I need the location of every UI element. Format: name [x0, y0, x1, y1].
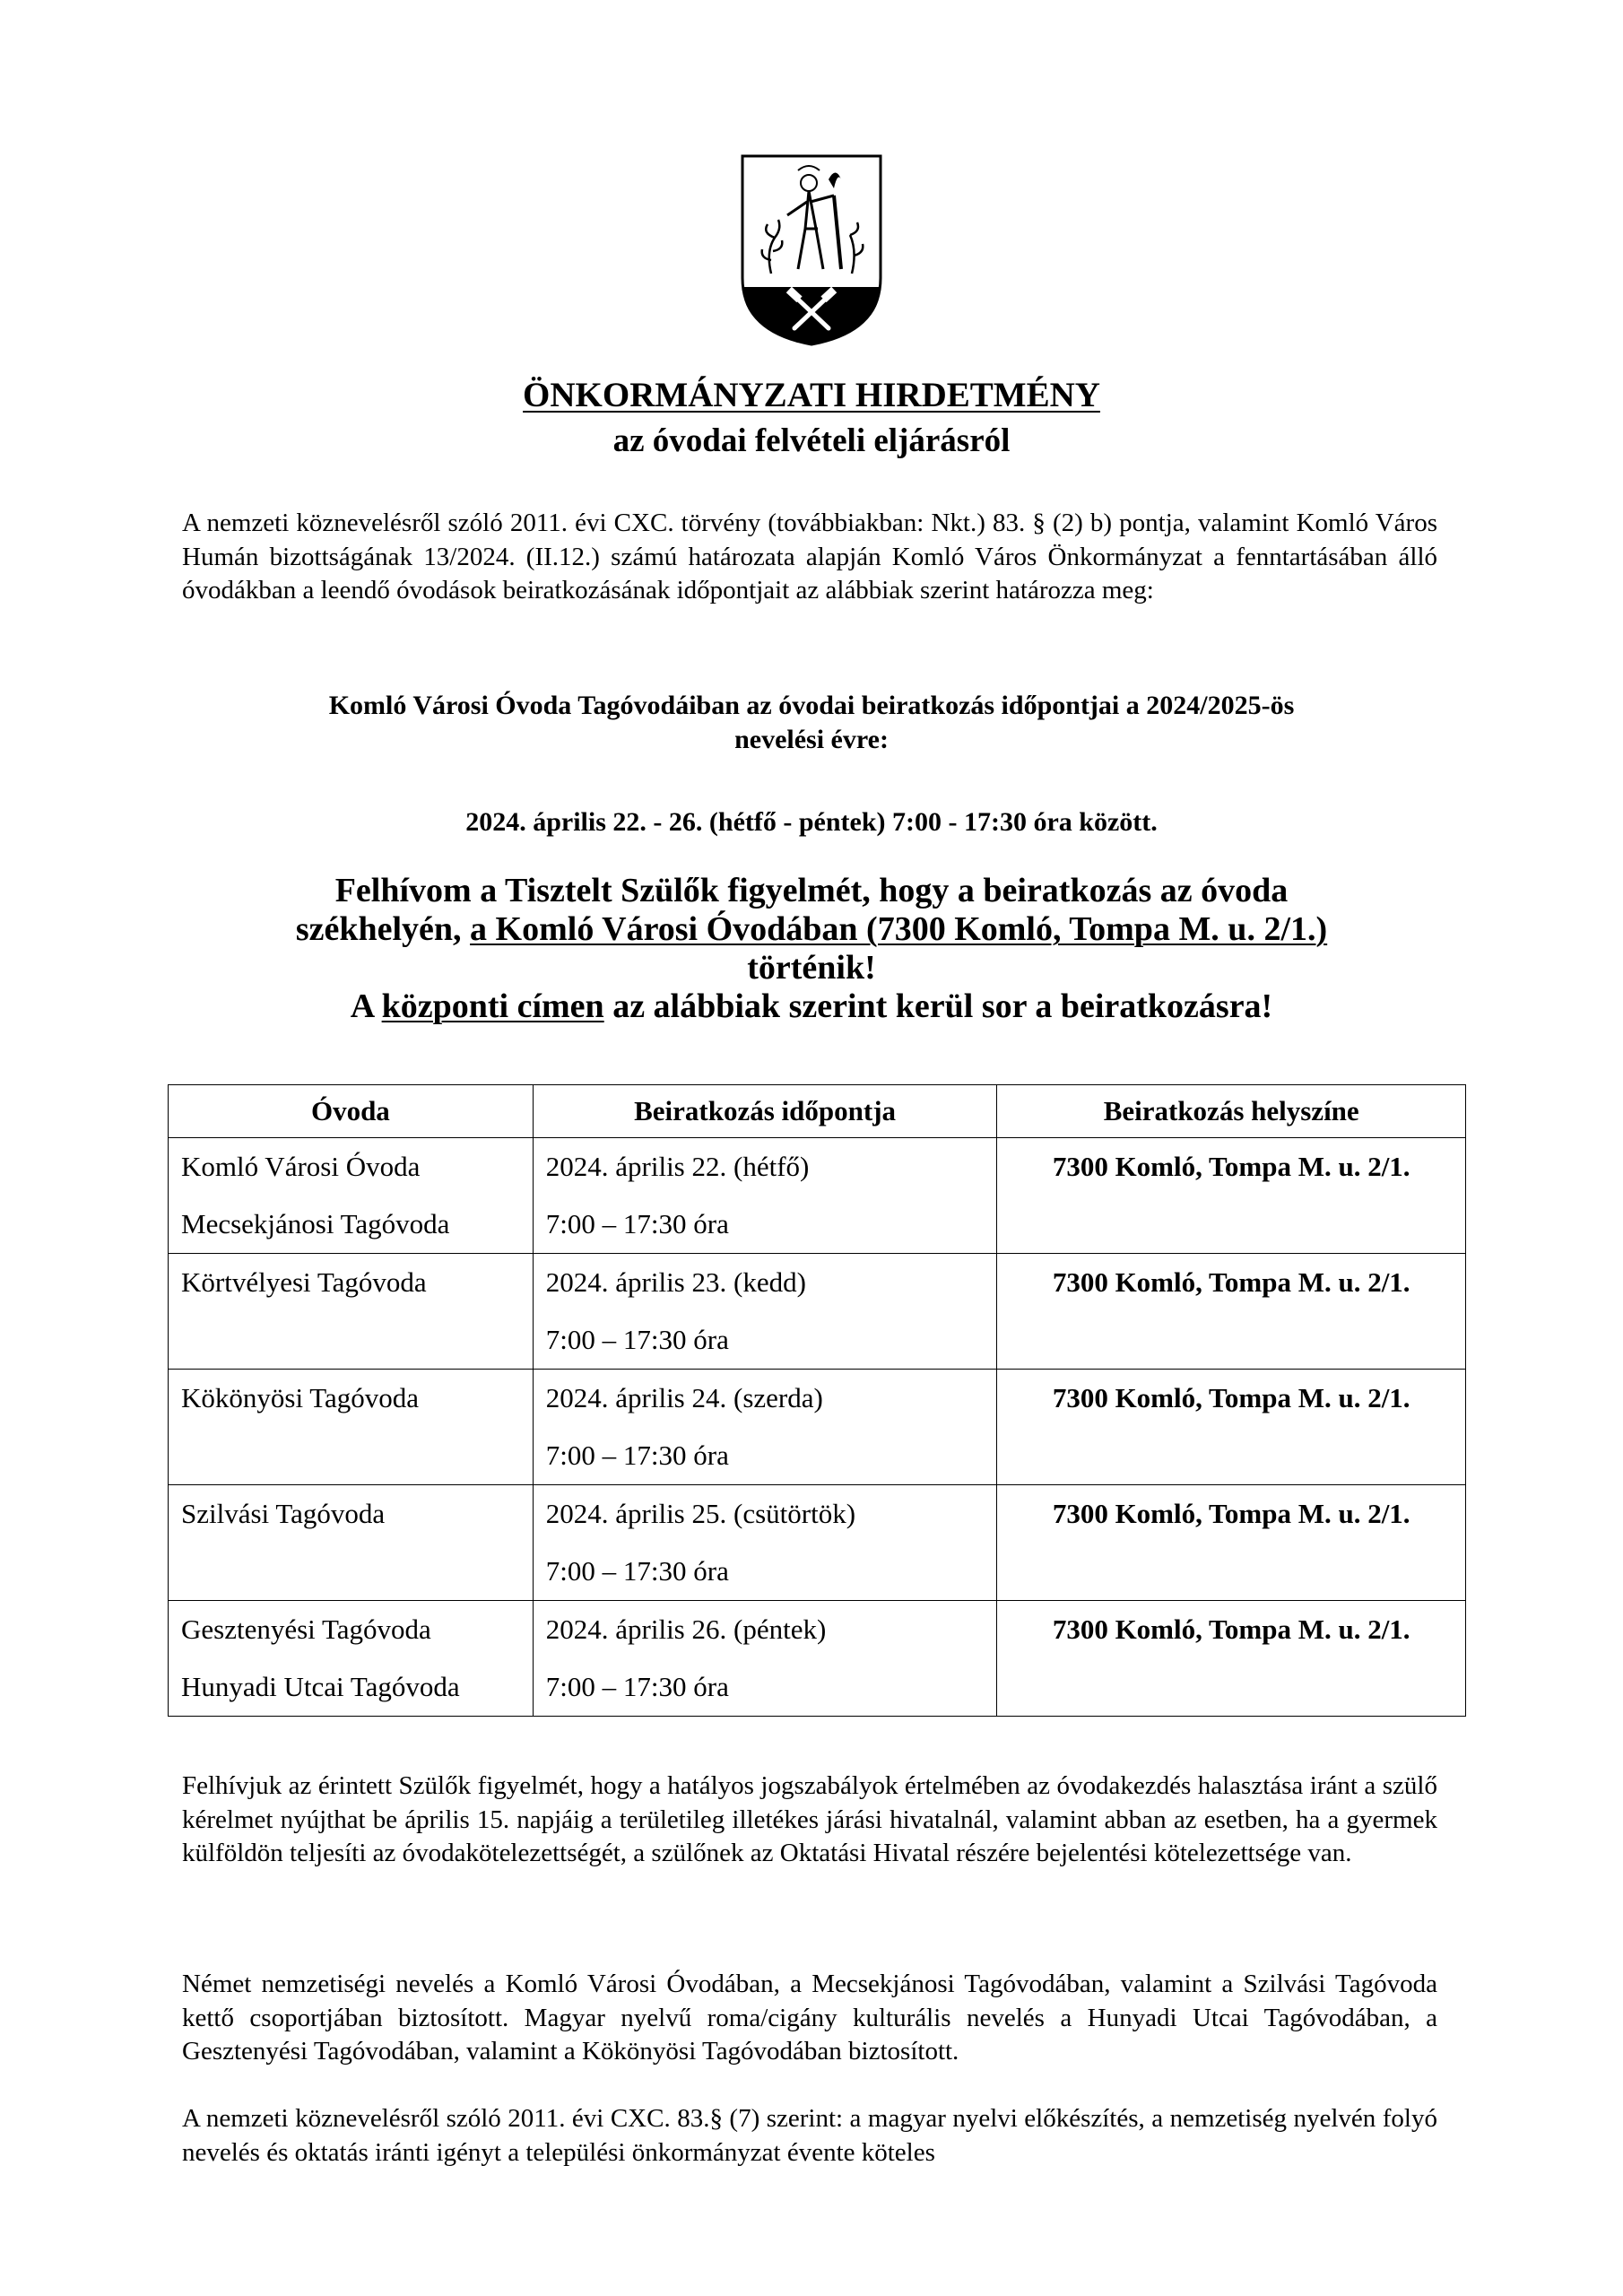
table-row: [169, 1601, 1466, 1717]
location-cell: 7300 Komló, Tompa M. u. 2/1.: [997, 1485, 1466, 1601]
enrollment-heading-line: nevelési évre:: [734, 725, 889, 754]
location-cell: 7300 Komló, Tompa M. u. 2/1.: [997, 1601, 1466, 1717]
location-notice: [0, 872, 1623, 1026]
location-cell: 7300 Komló, Tompa M. u. 2/1.: [997, 1370, 1466, 1485]
central-address: a Komló Városi Óvodában (7300 Komló, Tompa M. u. 2/1.): [470, 910, 1328, 948]
minority-education-paragraph: Német nemzetiségi nevelés a Komló Városi Óvodában, a Mecsekjánosi Tagóvodában, valamint a Szilvási Tagóvoda kettő csoportjában biztosított. Magyar nyelvű roma/cigány kulturális nevelés a Hunyadi Utcai Tagóvodában, a Gesztenyési Tagóvodában, valamint a Kökönyösi Tagóvodában biztosított.: [182, 1970, 1437, 2066]
city-crest-logo: [735, 152, 888, 350]
enrollment-schedule-table: [168, 1084, 1466, 1717]
document-subtitle: az óvodai felvételi eljárásról: [612, 422, 1011, 459]
table-row: [169, 1138, 1466, 1254]
table-row: [169, 1370, 1466, 1485]
notice-line: történik!: [747, 949, 876, 987]
kindergarten-cell: Gesztenyési Tagóvoda Hunyadi Utcai Tagóvoda: [169, 1601, 534, 1717]
notice-line: Felhívom a Tisztelt Szülők figyelmét, hogy a beiratkozás az óvoda: [334, 872, 1289, 909]
location-cell: 7300 Komló, Tompa M. u. 2/1.: [997, 1254, 1466, 1370]
date-cell: 2024. április 22. (hétfő) 7:00 – 17:30 óra: [533, 1138, 997, 1254]
notice-line: A központi címen az alábbiak szerint kerül sor a beiratkozásra!: [350, 987, 1273, 1025]
column-header-date: Beiratkozás időpontja: [533, 1085, 997, 1138]
table-header-row: [169, 1085, 1466, 1138]
table-row: [169, 1254, 1466, 1370]
postponement-paragraph: Felhívjuk az érintett Szülők figyelmét, hogy a hatályos jogszabályok értelmében az óvodakezdés halasztása iránt a szülő kérelmet nyújthat be április 15. napjáig a területileg illetékes járási hivatalnál, valamint abban az esetben, ha a gyermek külföldön teljesíti az óvodakötelezettségét, a szülőnek az Oktatási Hivatal részére bejelentési kötelezettsége van.: [182, 1771, 1437, 1867]
document-title: ÖNKORMÁNYZATI HIRDETMÉNY: [523, 376, 1100, 414]
date-cell: 2024. április 26. (péntek) 7:00 – 17:30 óra: [533, 1601, 997, 1717]
notice-line: székhelyén, a Komló Városi Óvodában (7300 Komló, Tompa M. u. 2/1.): [295, 910, 1328, 948]
enrollment-heading-line: Komló Városi Óvoda Tagóvodáiban az óvodai beiratkozás időpontjai a 2024/2025-ös: [328, 691, 1295, 720]
intro-paragraph: A nemzeti köznevelésről szóló 2011. évi CXC. törvény (továbbiakban: Nkt.) 83. § (2) b) pontja, valamint Komló Város Humán bizottságának 13/2024. (II.12.) számú határozata alapján Komló Város Önkormányzat a fenntartásában álló óvodákban a leendő óvodások beiratkozásának időpontjait az alábbiak szerint határozza meg:: [182, 509, 1437, 604]
table-row: [169, 1485, 1466, 1601]
kindergarten-cell: Szilvási Tagóvoda: [169, 1485, 534, 1601]
enrollment-dates: 2024. április 22. - 26. (hétfő - péntek) 7:00 - 17:30 óra között.: [465, 807, 1158, 837]
enrollment-heading: [0, 689, 1623, 757]
date-cell: 2024. április 23. (kedd) 7:00 – 17:30 óra: [533, 1254, 997, 1370]
central-address-label: központi címen: [381, 987, 604, 1025]
column-header-location: Beiratkozás helyszíne: [997, 1085, 1466, 1138]
kindergarten-cell: Komló Városi Óvoda Mecsekjánosi Tagóvoda: [169, 1138, 534, 1254]
law-reference-paragraph: A nemzeti köznevelésről szóló 2011. évi CXC. 83.§ (7) szerint: a magyar nyelvi előkészítés, a nemzetiség nyelvén folyó nevelés és oktatás iránti igényt a települési önkormányzat évente köteles: [182, 2104, 1437, 2167]
location-cell: 7300 Komló, Tompa M. u. 2/1.: [997, 1138, 1466, 1254]
kindergarten-cell: Kökönyösi Tagóvoda: [169, 1370, 534, 1485]
date-cell: 2024. április 25. (csütörtök) 7:00 – 17:30 óra: [533, 1485, 997, 1601]
column-header-kindergarten: Óvoda: [169, 1085, 534, 1138]
date-cell: 2024. április 24. (szerda) 7:00 – 17:30 óra: [533, 1370, 997, 1485]
kindergarten-cell: Körtvélyesi Tagóvoda: [169, 1254, 534, 1370]
